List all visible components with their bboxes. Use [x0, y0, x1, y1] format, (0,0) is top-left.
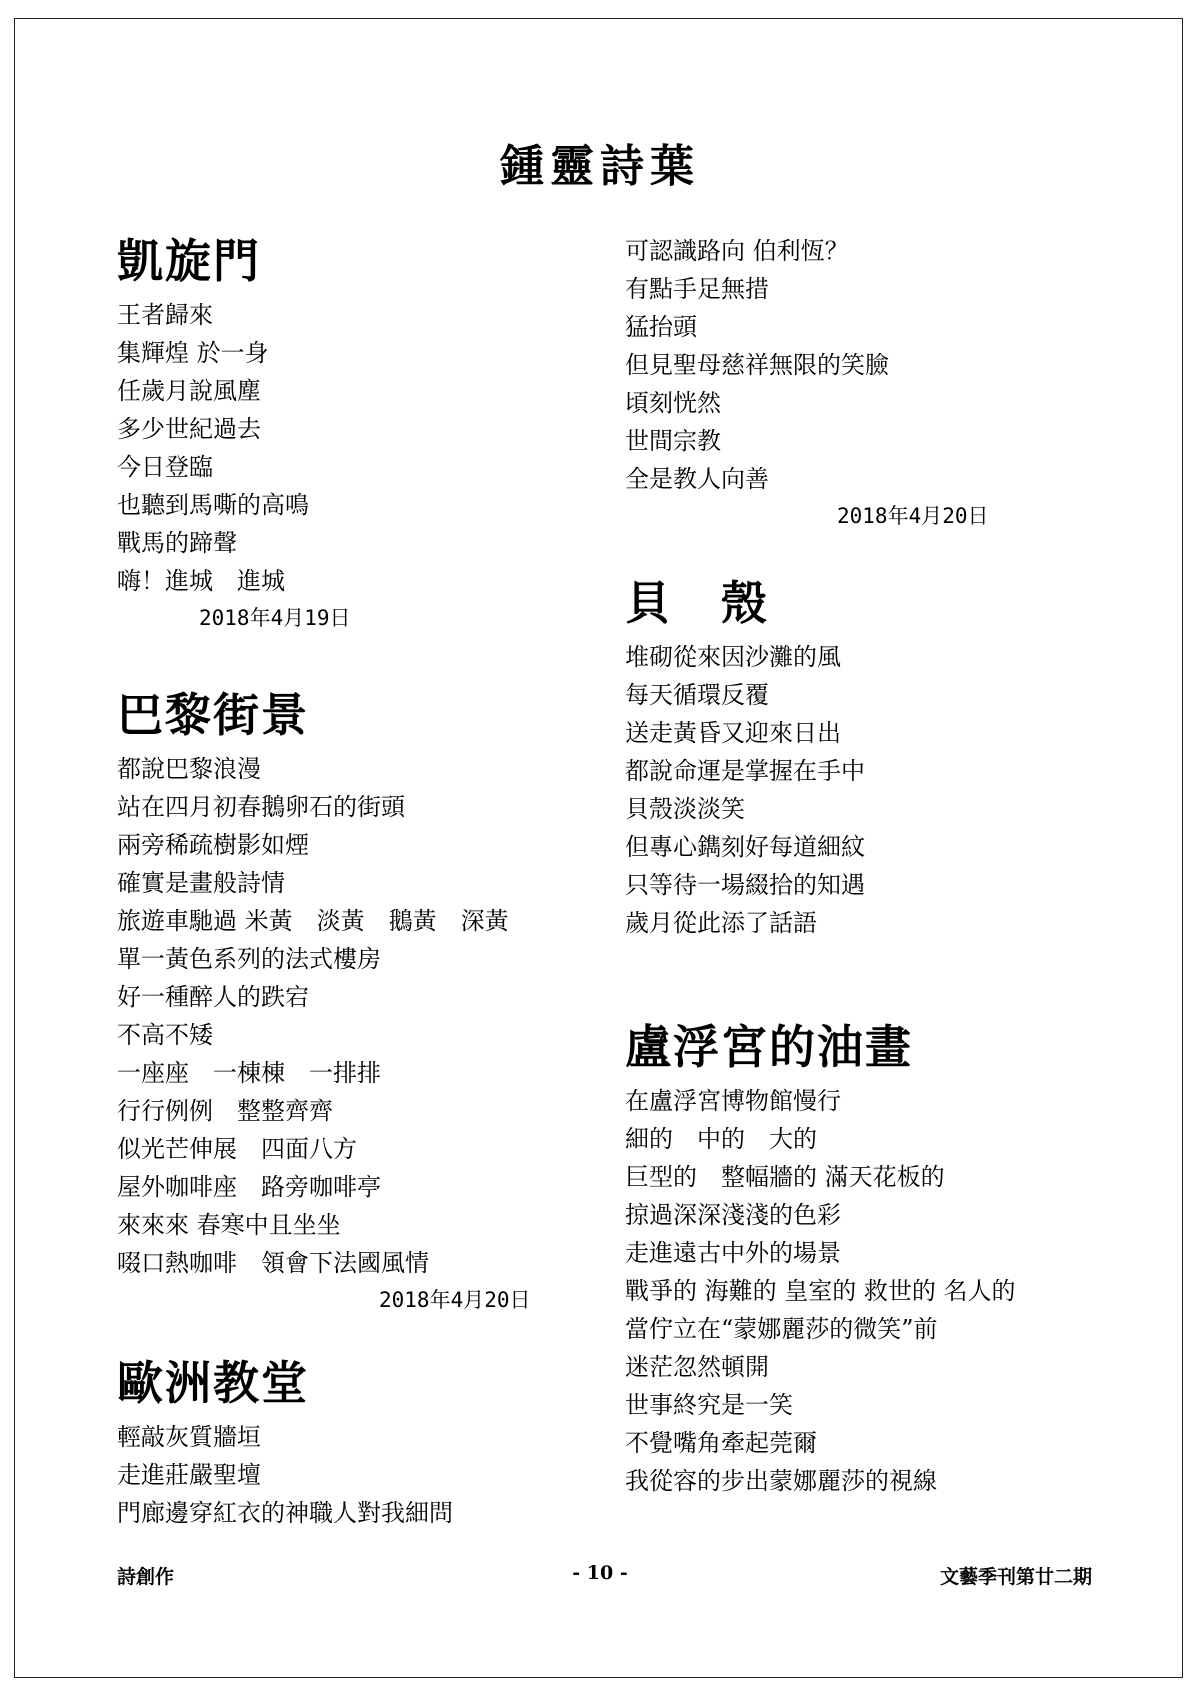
poem-line: 走進莊嚴聖壇 — [117, 1461, 261, 1489]
poem-line: 今日登臨 — [117, 453, 213, 481]
poem-line: 好一種醉人的跌宕 — [117, 983, 309, 1011]
poem-line: 世間宗教 — [625, 427, 721, 455]
poem-line: 任歲月說風塵 — [117, 377, 261, 405]
poem-line: 但專心鐫刻好每道細紋 — [625, 833, 865, 861]
poem-date: 2018年4月19日 — [199, 606, 351, 630]
poem-line: 我從容的步出蒙娜麗莎的視線 — [625, 1467, 937, 1495]
poem-line: 貝殼淡淡笑 — [625, 795, 745, 823]
poem-line: 似光芒伸展 四面八方 — [117, 1135, 357, 1163]
poem-line: 巨型的 整幅牆的 滿天花板的 — [625, 1163, 945, 1191]
left-column — [117, 232, 587, 1532]
poem-line: 不高不矮 — [117, 1021, 213, 1049]
poem-line: 單一黃色系列的法式樓房 — [117, 945, 381, 973]
poem-line: 送走黃昏又迎來日出 — [625, 719, 841, 747]
footer-section-label: 詩創作 — [117, 1566, 175, 1588]
poem-arc-de-triomphe — [117, 232, 587, 636]
poem-european-church — [117, 1354, 587, 1532]
poem-line: 多少世紀過去 — [117, 415, 261, 443]
poem-line: 啜口熱咖啡 領會下法國風情 — [117, 1249, 429, 1277]
page-title: 鍾靈詩葉 — [500, 141, 700, 192]
poem-line: 迷茫忽然頓開 — [625, 1353, 769, 1381]
poem-line: 都說巴黎浪漫 — [117, 755, 261, 783]
poem-line: 確實是畫般詩情 — [117, 869, 285, 897]
poem-line: 嗨！進城 進城 — [117, 567, 285, 595]
poem-line: 世事終究是一笑 — [625, 1391, 793, 1419]
poem-line: 頃刻恍然 — [625, 389, 721, 417]
poem-seashell — [625, 574, 1095, 942]
poem-line: 掠過深深淺淺的色彩 — [625, 1201, 841, 1229]
poem-line: 猛抬頭 — [625, 313, 697, 341]
poem-line: 全是教人向善 — [625, 465, 769, 493]
poem-line: 門廊邊穿紅衣的神職人對我細問 — [117, 1499, 453, 1527]
poem-line: 輕敲灰質牆垣 — [117, 1423, 261, 1451]
poem-paris-street — [117, 686, 587, 1318]
poem-line: 有點手足無措 — [625, 275, 769, 303]
poem-title: 盧浮宮的油畫 — [625, 1020, 913, 1074]
poem-line: 不覺嘴角牽起莞爾 — [625, 1429, 817, 1457]
poem-line: 兩旁稀疏樹影如煙 — [117, 831, 309, 859]
poem-date: 2018年4月20日 — [837, 504, 989, 528]
poem-line: 在盧浮宮博物館慢行 — [625, 1087, 841, 1115]
poem-line: 來來來 春寒中且坐坐 — [117, 1211, 341, 1239]
poem-line: 戰爭的 海難的 皇室的 救世的 名人的 — [625, 1277, 1016, 1305]
right-column — [625, 232, 1095, 1500]
poem-line: 行行例例 整整齊齊 — [117, 1097, 333, 1125]
poem-line: 只等待一場綴拾的知遇 — [625, 871, 865, 899]
poem-line: 旅遊車馳過 米黃 淡黃 鵝黃 深黃 — [117, 907, 509, 935]
poem-line: 一座座 一棟棟 一排排 — [117, 1059, 381, 1087]
poem-title: 貝 殼 — [625, 576, 769, 630]
footer-publication: 文藝季刊第廿二期 — [939, 1566, 1092, 1588]
poem-title: 凱旋門 — [117, 234, 261, 288]
poem-line: 戰馬的蹄聲 — [117, 529, 237, 557]
poem-louvre-paintings — [625, 1018, 1095, 1500]
poem-title: 巴黎街景 — [117, 688, 309, 742]
poem-line: 堆砌從來因沙灘的風 — [625, 643, 841, 671]
poem-line: 但見聖母慈祥無限的笑臉 — [625, 351, 889, 379]
poem-line: 屋外咖啡座 路旁咖啡亭 — [117, 1173, 381, 1201]
poem-european-church-continued — [625, 232, 1095, 534]
poem-date: 2018年4月20日 — [379, 1288, 531, 1312]
page-number: - 10 - — [572, 1562, 628, 1584]
poem-line: 走進遠古中外的場景 — [625, 1239, 841, 1267]
poem-line: 王者歸來 — [117, 301, 213, 329]
poem-title: 歐洲教堂 — [117, 1356, 309, 1410]
poem-line: 集輝煌 於一身 — [117, 339, 269, 367]
poem-line: 也聽到馬嘶的高鳴 — [117, 491, 309, 519]
poem-line: 站在四月初春鵝卵石的街頭 — [117, 793, 405, 821]
poem-line: 每天循環反覆 — [625, 681, 769, 709]
poem-line: 當佇立在“蒙娜麗莎的微笑”前 — [625, 1315, 938, 1343]
poem-line: 歲月從此添了話語 — [625, 909, 817, 937]
poem-line: 細的 中的 大的 — [625, 1125, 817, 1153]
poem-line: 都說命運是掌握在手中 — [625, 757, 865, 785]
poem-line: 可認識路向 伯利恆？ — [625, 237, 849, 265]
